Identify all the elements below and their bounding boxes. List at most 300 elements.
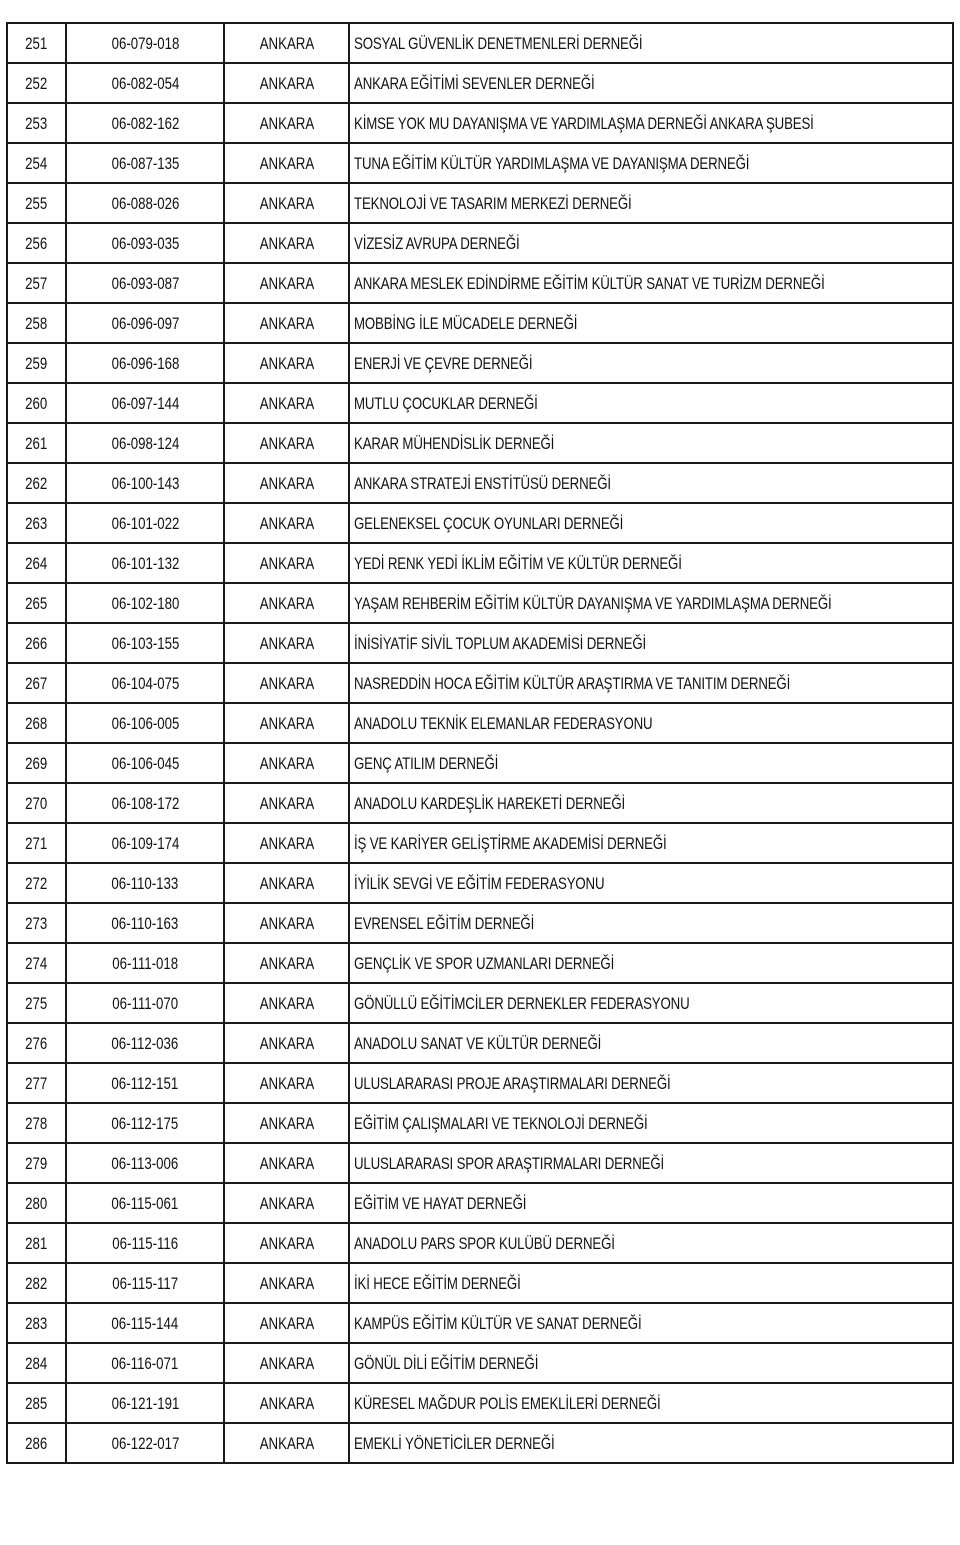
city-cell-text: ANKARA	[259, 113, 314, 133]
table-row	[7, 1223, 953, 1263]
association-table	[6, 22, 954, 1464]
association-name-cell	[349, 543, 953, 583]
association-name-cell-text: KARAR MÜHENDİSLİK DERNEĞİ	[354, 433, 555, 453]
city-cell	[224, 1343, 349, 1383]
city-cell	[224, 983, 349, 1023]
table-row	[7, 343, 953, 383]
row-number-cell-text: 259	[25, 353, 48, 373]
association-name-cell-text: TEKNOLOJİ VE TASARIM MERKEZİ DERNEĞİ	[354, 193, 632, 213]
row-number-cell-text: 277	[25, 1073, 48, 1093]
association-name-cell-text: EĞİTİM ÇALIŞMALARI VE TEKNOLOJİ DERNEĞİ	[354, 1113, 648, 1133]
registry-code-cell	[66, 583, 224, 623]
row-number-cell	[7, 663, 66, 703]
table-row	[7, 863, 953, 903]
city-cell-text: ANKARA	[259, 233, 314, 253]
row-number-cell	[7, 543, 66, 583]
association-name-cell	[349, 1223, 953, 1263]
registry-code-cell	[66, 183, 224, 223]
row-number-cell-text: 266	[25, 633, 48, 653]
association-name-cell-text: İYİLİK SEVGİ VE EĞİTİM FEDERASYONU	[354, 873, 605, 893]
association-name-cell-text: ANADOLU TEKNİK ELEMANLAR FEDERASYONU	[354, 713, 653, 733]
table-row	[7, 543, 953, 583]
registry-code-cell	[66, 1303, 224, 1343]
row-number-cell	[7, 1343, 66, 1383]
table-row	[7, 263, 953, 303]
row-number-cell-text: 257	[25, 273, 48, 293]
association-name-cell-text: KİMSE YOK MU DAYANIŞMA VE YARDIMLAŞMA DERNEĞİ ANKARA ŞUBESİ	[354, 113, 814, 133]
city-cell	[224, 1023, 349, 1063]
association-name-cell-text: ANKARA EĞİTİMİ SEVENLER DERNEĞİ	[354, 73, 595, 93]
registry-code-cell-text: 06-110-133	[111, 873, 179, 893]
association-name-cell	[349, 663, 953, 703]
row-number-cell	[7, 1023, 66, 1063]
registry-code-cell	[66, 823, 224, 863]
table-row	[7, 1143, 953, 1183]
association-name-cell	[349, 1423, 953, 1463]
table-row	[7, 183, 953, 223]
association-name-cell-text: ANADOLU PARS SPOR KULÜBÜ DERNEĞİ	[354, 1233, 615, 1253]
city-cell	[224, 303, 349, 343]
row-number-cell	[7, 703, 66, 743]
registry-code-cell-text: 06-110-163	[111, 913, 179, 933]
city-cell-text: ANKARA	[259, 1153, 314, 1173]
city-cell	[224, 183, 349, 223]
table-row	[7, 143, 953, 183]
city-cell	[224, 1263, 349, 1303]
row-number-cell	[7, 1143, 66, 1183]
table-row	[7, 463, 953, 503]
association-name-cell-text: GENÇLİK VE SPOR UZMANLARI DERNEĞİ	[354, 953, 615, 973]
registry-code-cell	[66, 143, 224, 183]
row-number-cell-text: 264	[25, 553, 48, 573]
row-number-cell	[7, 263, 66, 303]
row-number-cell	[7, 383, 66, 423]
city-cell-text: ANKARA	[259, 193, 314, 213]
association-name-cell	[349, 1343, 953, 1383]
registry-code-cell	[66, 1423, 224, 1463]
city-cell-text: ANKARA	[259, 553, 314, 573]
row-number-cell	[7, 1383, 66, 1423]
registry-code-cell-text: 06-122-017	[111, 1433, 179, 1453]
row-number-cell	[7, 903, 66, 943]
row-number-cell-text: 260	[25, 393, 48, 413]
table-row	[7, 223, 953, 263]
city-cell-text: ANKARA	[259, 273, 314, 293]
table-row	[7, 943, 953, 983]
registry-code-cell-text: 06-101-132	[111, 553, 179, 573]
table-row	[7, 1383, 953, 1423]
association-list-sheet	[6, 22, 952, 1464]
registry-code-cell	[66, 343, 224, 383]
association-name-cell	[349, 903, 953, 943]
city-cell-text: ANKARA	[259, 1313, 314, 1333]
city-cell	[224, 223, 349, 263]
registry-code-cell-text: 06-116-071	[111, 1353, 179, 1373]
association-name-cell	[349, 1263, 953, 1303]
row-number-cell	[7, 143, 66, 183]
registry-code-cell-text: 06-087-135	[111, 153, 179, 173]
registry-code-cell	[66, 1183, 224, 1223]
city-cell-text: ANKARA	[259, 913, 314, 933]
association-name-cell-text: NASREDDİN HOCA EĞİTİM KÜLTÜR ARAŞTIRMA VE TANITIM DERNEĞİ	[354, 673, 791, 693]
city-cell	[224, 463, 349, 503]
row-number-cell	[7, 1063, 66, 1103]
table-row	[7, 663, 953, 703]
row-number-cell-text: 251	[25, 33, 48, 53]
city-cell	[224, 823, 349, 863]
row-number-cell	[7, 303, 66, 343]
association-name-cell-text: GELENEKSEL ÇOCUK OYUNLARI DERNEĞİ	[354, 513, 624, 533]
city-cell	[224, 1103, 349, 1143]
city-cell-text: ANKARA	[259, 1033, 314, 1053]
association-name-cell	[349, 863, 953, 903]
row-number-cell	[7, 463, 66, 503]
city-cell	[224, 23, 349, 63]
association-name-cell-text: GÖNÜLLÜ EĞİTİMCİLER DERNEKLER FEDERASYONU	[354, 993, 690, 1013]
association-name-cell	[349, 1103, 953, 1143]
association-name-cell	[349, 343, 953, 383]
table-row	[7, 423, 953, 463]
association-name-cell-text: KÜRESEL MAĞDUR POLİS EMEKLİLERİ DERNEĞİ	[354, 1393, 661, 1413]
row-number-cell-text: 280	[25, 1193, 48, 1213]
table-row	[7, 1183, 953, 1223]
association-name-cell-text: İKİ HECE EĞİTİM DERNEĞİ	[354, 1273, 521, 1293]
association-name-cell-text: YAŞAM REHBERİM EĞİTİM KÜLTÜR DAYANIŞMA VE YARDIMLAŞMA DERNEĞİ	[354, 593, 832, 613]
row-number-cell	[7, 863, 66, 903]
row-number-cell-text: 283	[25, 1313, 48, 1333]
row-number-cell-text: 275	[25, 993, 48, 1013]
association-name-cell	[349, 1063, 953, 1103]
registry-code-cell	[66, 1383, 224, 1423]
row-number-cell-text: 253	[25, 113, 48, 133]
city-cell	[224, 143, 349, 183]
registry-code-cell-text: 06-093-035	[111, 233, 179, 253]
city-cell-text: ANKARA	[259, 793, 314, 813]
association-name-cell	[349, 1023, 953, 1063]
association-name-cell-text: GENÇ ATILIM DERNEĞİ	[354, 753, 499, 773]
table-row	[7, 1263, 953, 1303]
table-row	[7, 1423, 953, 1463]
registry-code-cell	[66, 623, 224, 663]
registry-code-cell-text: 06-109-174	[111, 833, 179, 853]
row-number-cell-text: 270	[25, 793, 48, 813]
city-cell	[224, 103, 349, 143]
row-number-cell-text: 286	[25, 1433, 48, 1453]
city-cell	[224, 1303, 349, 1343]
row-number-cell	[7, 583, 66, 623]
association-name-cell-text: SOSYAL GÜVENLİK DENETMENLERİ DERNEĞİ	[354, 33, 643, 53]
registry-code-cell	[66, 1103, 224, 1143]
registry-code-cell	[66, 863, 224, 903]
table-row	[7, 1063, 953, 1103]
association-name-cell-text: ULUSLARARASI PROJE ARAŞTIRMALARI DERNEĞİ	[354, 1073, 671, 1093]
row-number-cell-text: 271	[25, 833, 48, 853]
registry-code-cell	[66, 303, 224, 343]
city-cell	[224, 1183, 349, 1223]
association-name-cell-text: EĞİTİM VE HAYAT DERNEĞİ	[354, 1193, 527, 1213]
table-row	[7, 303, 953, 343]
registry-code-cell-text: 06-103-155	[111, 633, 179, 653]
association-name-cell-text: İNİSİYATİF SİVİL TOPLUM AKADEMİSİ DERNEĞİ	[354, 633, 647, 653]
association-name-cell	[349, 1183, 953, 1223]
city-cell-text: ANKARA	[259, 1113, 314, 1133]
registry-code-cell	[66, 423, 224, 463]
registry-code-cell	[66, 943, 224, 983]
city-cell	[224, 383, 349, 423]
city-cell-text: ANKARA	[259, 753, 314, 773]
page-margin	[0, 0, 960, 22]
city-cell	[224, 543, 349, 583]
registry-code-cell-text: 06-115-061	[111, 1193, 179, 1213]
row-number-cell	[7, 23, 66, 63]
row-number-cell-text: 279	[25, 1153, 48, 1173]
city-cell-text: ANKARA	[259, 33, 314, 53]
association-name-cell-text: MUTLU ÇOCUKLAR DERNEĞİ	[354, 393, 538, 413]
row-number-cell	[7, 983, 66, 1023]
registry-code-cell	[66, 1063, 224, 1103]
registry-code-cell-text: 06-113-006	[111, 1153, 179, 1173]
city-cell-text: ANKARA	[259, 1393, 314, 1413]
registry-code-cell-text: 06-121-191	[111, 1393, 179, 1413]
city-cell-text: ANKARA	[259, 313, 314, 333]
row-number-cell	[7, 503, 66, 543]
association-name-cell	[349, 423, 953, 463]
row-number-cell	[7, 1423, 66, 1463]
registry-code-cell	[66, 743, 224, 783]
registry-code-cell	[66, 903, 224, 943]
city-cell	[224, 1063, 349, 1103]
registry-code-cell-text: 06-088-026	[111, 193, 179, 213]
row-number-cell	[7, 1303, 66, 1343]
row-number-cell	[7, 103, 66, 143]
registry-code-cell-text: 06-112-151	[111, 1073, 179, 1093]
registry-code-cell-text: 06-108-172	[111, 793, 179, 813]
registry-code-cell-text: 06-100-143	[111, 473, 179, 493]
city-cell	[224, 423, 349, 463]
table-row	[7, 1343, 953, 1383]
association-name-cell-text: İŞ VE KARİYER GELİŞTİRME AKADEMİSİ DERNEĞİ	[354, 833, 667, 853]
row-number-cell	[7, 423, 66, 463]
registry-code-cell	[66, 783, 224, 823]
registry-code-cell	[66, 383, 224, 423]
registry-code-cell	[66, 663, 224, 703]
row-number-cell-text: 285	[25, 1393, 48, 1413]
city-cell	[224, 703, 349, 743]
association-name-cell	[349, 183, 953, 223]
association-name-cell-text: VİZESİZ AVRUPA DERNEĞİ	[354, 233, 520, 253]
row-number-cell	[7, 183, 66, 223]
table-row	[7, 23, 953, 63]
row-number-cell	[7, 823, 66, 863]
association-name-cell	[349, 63, 953, 103]
city-cell-text: ANKARA	[259, 1433, 314, 1453]
registry-code-cell-text: 06-097-144	[111, 393, 179, 413]
registry-code-cell	[66, 1343, 224, 1383]
association-name-cell-text: EVRENSEL EĞİTİM DERNEĞİ	[354, 913, 535, 933]
row-number-cell	[7, 223, 66, 263]
association-name-cell	[349, 823, 953, 863]
registry-code-cell-text: 06-096-097	[111, 313, 179, 333]
row-number-cell	[7, 1103, 66, 1143]
city-cell	[224, 343, 349, 383]
row-number-cell-text: 268	[25, 713, 48, 733]
registry-code-cell	[66, 223, 224, 263]
registry-code-cell	[66, 703, 224, 743]
city-cell	[224, 743, 349, 783]
registry-code-cell-text: 06-115-144	[111, 1313, 179, 1333]
table-row	[7, 823, 953, 863]
city-cell	[224, 1143, 349, 1183]
city-cell	[224, 263, 349, 303]
row-number-cell	[7, 1183, 66, 1223]
city-cell	[224, 903, 349, 943]
association-name-cell-text: TUNA EĞİTİM KÜLTÜR YARDIMLAŞMA VE DAYANIŞMA DERNEĞİ	[354, 153, 750, 173]
registry-code-cell-text: 06-082-054	[111, 73, 179, 93]
table-row	[7, 623, 953, 663]
association-name-cell-text: ULUSLARARASI SPOR ARAŞTIRMALARI DERNEĞİ	[354, 1153, 665, 1173]
association-name-cell	[349, 743, 953, 783]
row-number-cell-text: 263	[25, 513, 48, 533]
row-number-cell-text: 252	[25, 73, 48, 93]
registry-code-cell	[66, 503, 224, 543]
table-row	[7, 703, 953, 743]
row-number-cell	[7, 343, 66, 383]
registry-code-cell-text: 06-093-087	[111, 273, 179, 293]
registry-code-cell	[66, 1023, 224, 1063]
registry-code-cell	[66, 1223, 224, 1263]
association-name-cell	[349, 983, 953, 1023]
city-cell-text: ANKARA	[259, 433, 314, 453]
city-cell-text: ANKARA	[259, 1233, 314, 1253]
city-cell-text: ANKARA	[259, 993, 314, 1013]
city-cell-text: ANKARA	[259, 713, 314, 733]
association-name-cell	[349, 383, 953, 423]
row-number-cell	[7, 1263, 66, 1303]
row-number-cell	[7, 783, 66, 823]
registry-code-cell-text: 06-101-022	[111, 513, 179, 533]
table-row	[7, 1023, 953, 1063]
row-number-cell	[7, 623, 66, 663]
registry-code-cell-text: 06-106-005	[111, 713, 179, 733]
association-name-cell	[349, 223, 953, 263]
city-cell	[224, 783, 349, 823]
registry-code-cell	[66, 103, 224, 143]
registry-code-cell-text: 06-115-116	[112, 1233, 178, 1253]
table-row	[7, 1103, 953, 1143]
row-number-cell	[7, 943, 66, 983]
association-name-cell-text: MOBBİNG İLE MÜCADELE DERNEĞİ	[354, 313, 578, 333]
association-name-cell-text: KAMPÜS EĞİTİM KÜLTÜR VE SANAT DERNEĞİ	[354, 1313, 642, 1333]
registry-code-cell-text: 06-111-018	[112, 953, 178, 973]
registry-code-cell-text: 06-111-070	[112, 993, 178, 1013]
row-number-cell	[7, 1223, 66, 1263]
association-name-cell	[349, 943, 953, 983]
row-number-cell-text: 274	[25, 953, 48, 973]
association-name-cell	[349, 1143, 953, 1183]
association-name-cell	[349, 23, 953, 63]
row-number-cell-text: 282	[25, 1273, 48, 1293]
city-cell-text: ANKARA	[259, 593, 314, 613]
city-cell	[224, 63, 349, 103]
city-cell-text: ANKARA	[259, 353, 314, 373]
association-name-cell-text: GÖNÜL DİLİ EĞİTİM DERNEĞİ	[354, 1353, 539, 1373]
city-cell-text: ANKARA	[259, 833, 314, 853]
table-row	[7, 903, 953, 943]
city-cell-text: ANKARA	[259, 1073, 314, 1093]
registry-code-cell-text: 06-115-117	[112, 1273, 178, 1293]
registry-code-cell-text: 06-106-045	[111, 753, 179, 773]
registry-code-cell	[66, 263, 224, 303]
row-number-cell-text: 281	[25, 1233, 48, 1253]
registry-code-cell	[66, 1263, 224, 1303]
association-name-cell	[349, 103, 953, 143]
registry-code-cell-text: 06-098-124	[111, 433, 179, 453]
row-number-cell-text: 276	[25, 1033, 48, 1053]
row-number-cell	[7, 63, 66, 103]
city-cell-text: ANKARA	[259, 153, 314, 173]
registry-code-cell	[66, 463, 224, 503]
association-name-cell-text: EMEKLİ YÖNETİCİLER DERNEĞİ	[354, 1433, 555, 1453]
row-number-cell-text: 278	[25, 1113, 48, 1133]
city-cell-text: ANKARA	[259, 73, 314, 93]
city-cell-text: ANKARA	[259, 633, 314, 653]
association-name-cell	[349, 703, 953, 743]
row-number-cell-text: 256	[25, 233, 48, 253]
row-number-cell	[7, 743, 66, 783]
row-number-cell-text: 267	[25, 673, 48, 693]
city-cell	[224, 663, 349, 703]
city-cell	[224, 1383, 349, 1423]
city-cell-text: ANKARA	[259, 1273, 314, 1293]
registry-code-cell-text: 06-104-075	[111, 673, 179, 693]
table-row	[7, 1303, 953, 1343]
table-row	[7, 503, 953, 543]
row-number-cell-text: 284	[25, 1353, 48, 1373]
city-cell	[224, 863, 349, 903]
registry-code-cell-text: 06-079-018	[111, 33, 179, 53]
city-cell	[224, 623, 349, 663]
city-cell-text: ANKARA	[259, 393, 314, 413]
row-number-cell-text: 258	[25, 313, 48, 333]
city-cell	[224, 1423, 349, 1463]
registry-code-cell	[66, 23, 224, 63]
row-number-cell-text: 262	[25, 473, 48, 493]
association-name-cell-text: ANADOLU KARDEŞLİK HAREKETİ DERNEĞİ	[354, 793, 626, 813]
table-row	[7, 983, 953, 1023]
association-name-cell-text: ANKARA MESLEK EDİNDİRME EĞİTİM KÜLTÜR SANAT VE TURİZM DERNEĞİ	[354, 273, 825, 293]
city-cell-text: ANKARA	[259, 1193, 314, 1213]
table-row	[7, 103, 953, 143]
association-name-cell-text: YEDİ RENK YEDİ İKLİM EĞİTİM VE KÜLTÜR DERNEĞİ	[354, 553, 682, 573]
registry-code-cell-text: 06-096-168	[111, 353, 179, 373]
association-name-cell	[349, 583, 953, 623]
registry-code-cell-text: 06-082-162	[111, 113, 179, 133]
table-row	[7, 583, 953, 623]
association-table-body	[7, 23, 953, 1463]
registry-code-cell-text: 06-112-036	[111, 1033, 179, 1053]
city-cell-text: ANKARA	[259, 953, 314, 973]
registry-code-cell	[66, 63, 224, 103]
association-name-cell-text: ANKARA STRATEJİ ENSTİTÜSÜ DERNEĞİ	[354, 473, 611, 493]
table-row	[7, 783, 953, 823]
city-cell	[224, 1223, 349, 1263]
association-name-cell	[349, 303, 953, 343]
association-name-cell	[349, 1383, 953, 1423]
table-row	[7, 383, 953, 423]
association-name-cell	[349, 143, 953, 183]
city-cell-text: ANKARA	[259, 473, 314, 493]
association-name-cell-text: ANADOLU SANAT VE KÜLTÜR DERNEĞİ	[354, 1033, 602, 1053]
